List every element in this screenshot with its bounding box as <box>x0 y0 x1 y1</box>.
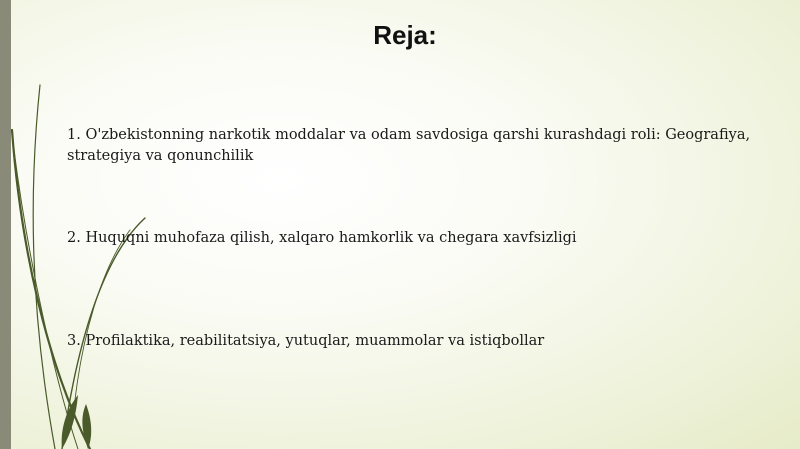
ornament-leaf <box>82 404 91 449</box>
ornament-stroke <box>14 150 78 449</box>
decorative-ornament <box>0 0 160 449</box>
ornament-stroke <box>75 230 130 400</box>
plan-item-2: 2. Huquqni muhofaza qilish, xalqaro hamkorlik va chegara xavfsizligi <box>67 230 577 246</box>
ornament-stroke <box>33 85 55 449</box>
plan-item-1: 1. O'zbekistonning narkotik moddalar va odam savdosiga qarshi kurashdagi roli: Geografiya, strategiya va qonunchilik <box>67 127 751 164</box>
slide-title: Reja: <box>373 20 437 50</box>
ornament-stroke <box>12 130 90 449</box>
plan-item-3: 3. Profilaktika, reabilitatsiya, yutuqlar, muammolar va istiqbollar <box>67 333 545 349</box>
